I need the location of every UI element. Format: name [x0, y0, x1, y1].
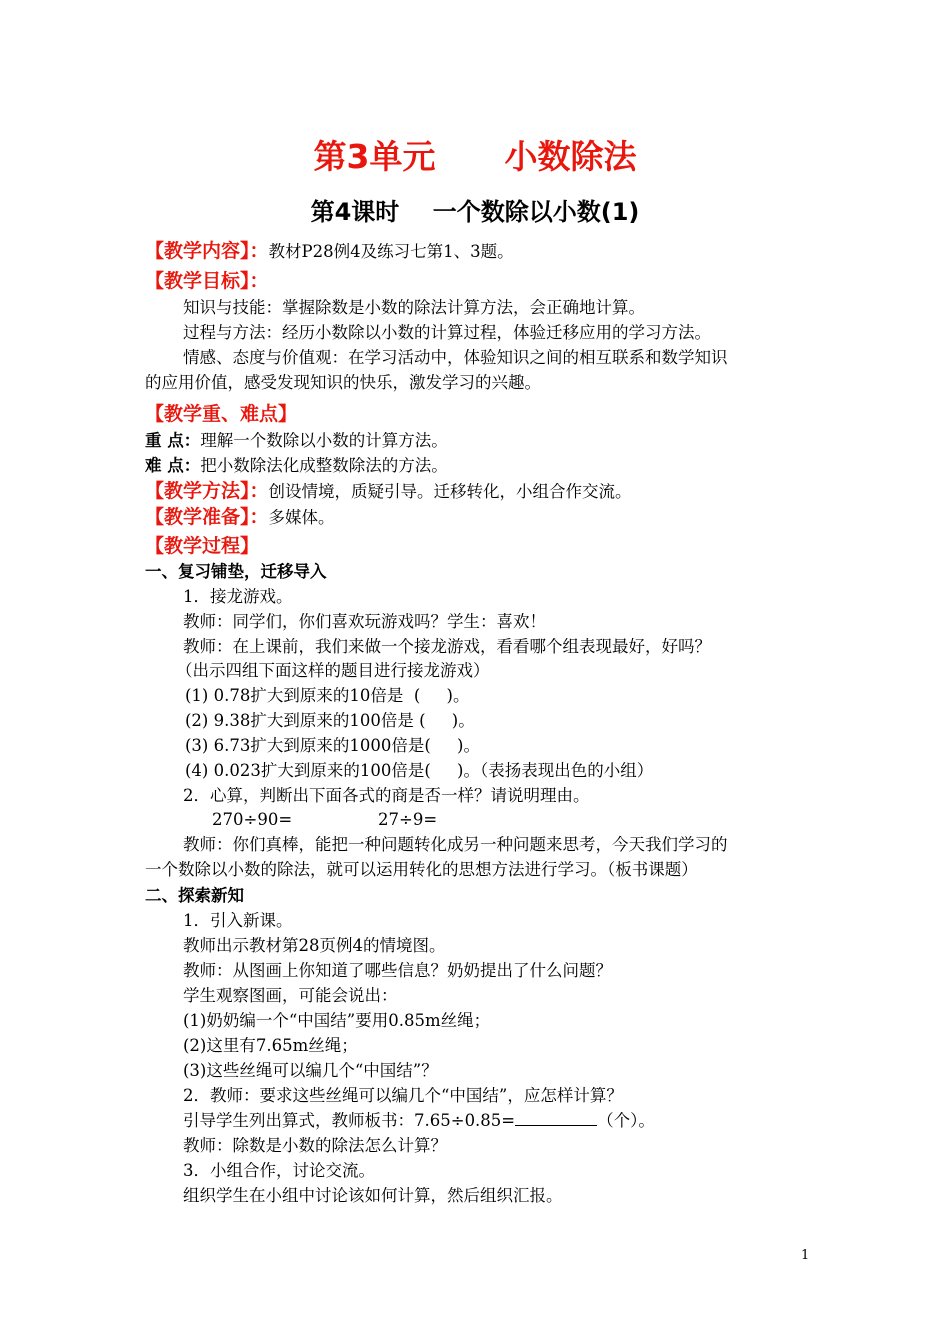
s2-line-9-unit: （个）。: [597, 1111, 655, 1130]
prep-line: [145, 504, 335, 531]
s1-line-7: 一个数除以小数的除法，就可以运用转化的思想方法进行学习。（板书课题）: [145, 860, 698, 879]
s2-line-3: 教师：从图画上你知道了哪些信息？奶奶提出了什么问题？: [183, 961, 612, 980]
unit-title: 第3单元 小数除法: [313, 137, 637, 176]
s1-line-6: 教师：你们真棒，能把一种问题转化成另一种问题来思考，今天我们学习的: [183, 835, 728, 854]
content-line: [145, 238, 514, 265]
s2-line-9-text: 引导学生列出算式，教师板书：7.65÷0.85=: [183, 1111, 516, 1130]
goal-process: 过程与方法：经历小数除以小数的计算过程，体验迁移应用的学习方法。: [183, 323, 711, 342]
goal-emotion-1: 情感、态度与价值观：在学习活动中，体验知识之间的相互联系和数学知识: [183, 348, 728, 367]
key-label: 重 点：: [145, 431, 201, 450]
s1-expr-1: 270÷90=: [212, 810, 293, 829]
s2-line-1: 1．引入新课。: [183, 911, 293, 930]
s1-line-5: 2．心算，判断出下面各式的商是否一样？请说明理由。: [183, 786, 590, 805]
s1-line-1: 1．接龙游戏。: [183, 587, 293, 606]
difficulty-line: [145, 453, 448, 479]
prep-text: 多媒体。: [268, 508, 335, 527]
s2-line-11: 3．小组合作，讨论交流。: [183, 1161, 375, 1180]
s2-line-9: [183, 1108, 655, 1134]
s2-line-8: 2．教师：要求这些丝绳可以编几个“中国结”，应怎样计算？: [183, 1086, 623, 1105]
key-text: 理解一个数除以小数的计算方法。: [200, 431, 448, 450]
key-point-line: [145, 428, 448, 454]
difficulty-text: 把小数除法化成整数除法的方法。: [200, 456, 448, 475]
goal-knowledge: 知识与技能：掌握除数是小数的除法计算方法，会正确地计算。: [183, 298, 645, 317]
s2-line-12: 组织学生在小组中讨论该如何计算，然后组织汇报。: [183, 1186, 563, 1205]
process-label: 【教学过程】: [145, 535, 260, 557]
s2-line-2: 教师出示教材第28页例4的情境图。: [183, 936, 446, 955]
s1-expr-2: 27÷9=: [378, 810, 438, 829]
prep-label: 【教学准备】：: [145, 506, 269, 528]
s1-line-4: （出示四组下面这样的题目进行接龙游戏）: [176, 661, 490, 680]
keypoints-heading: [145, 401, 297, 428]
section-2-heading: 二、探索新知: [145, 886, 244, 905]
method-label: 【教学方法】：: [145, 480, 269, 502]
goal-emotion-2: 的应用价值，感受发现知识的快乐，激发学习的兴趣。: [145, 373, 541, 392]
s1-question-2: (2) 9.38扩大到原来的100倍是 ( )。: [185, 711, 475, 730]
goals-label: 【教学目标】：: [145, 270, 269, 292]
goals-heading: [145, 268, 269, 295]
process-heading: [145, 533, 259, 560]
s1-question-4: (4) 0.023扩大到原来的100倍是( )。（表扬表现出色的小组）: [185, 761, 654, 780]
s1-question-3: (3) 6.73扩大到原来的1000倍是( )。: [185, 736, 480, 755]
s1-question-1: (1) 0.78扩大到原来的10倍是 ( )。: [185, 686, 470, 705]
content-label: 【教学内容】：: [145, 240, 269, 262]
page-number: 1: [801, 1248, 810, 1263]
s2-line-10: 教师：除数是小数的除法怎么计算？: [183, 1136, 447, 1155]
s2-line-4: 学生观察图画，可能会说出：: [183, 986, 398, 1005]
s1-line-2: 教师：同学们，你们喜欢玩游戏吗？学生：喜欢！: [183, 612, 546, 631]
s2-line-6: (2)这里有7.65m丝绳；: [183, 1036, 358, 1055]
keypoints-label: 【教学重、难点】: [145, 403, 298, 425]
answer-blank: [515, 1109, 597, 1126]
lesson-title: 第4课时 一个数除以小数(1): [310, 198, 640, 226]
content-text: 教材P28例4及练习七第1、3题。: [268, 242, 514, 261]
s2-line-7: (3)这些丝绳可以编几个“中国结”？: [183, 1061, 438, 1080]
method-line: [145, 478, 632, 505]
method-text: 创设情境，质疑引导。迁移转化，小组合作交流。: [268, 482, 632, 501]
s2-line-5: (1)奶奶编一个“中国结”要用0.85m丝绳；: [183, 1011, 491, 1030]
s1-line-3: 教师：在上课前，我们来做一个接龙游戏，看看哪个组表现最好，好吗？: [183, 637, 711, 656]
difficulty-label: 难 点：: [145, 456, 201, 475]
section-1-heading: 一、复习铺垫，迁移导入: [145, 562, 327, 581]
